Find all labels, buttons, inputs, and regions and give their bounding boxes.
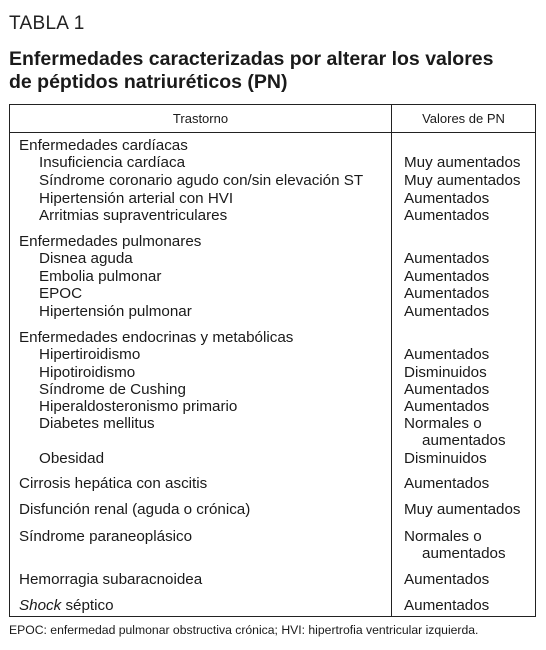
row-label: Insuficiencia cardíaca	[39, 154, 186, 171]
row-label: Hipertensión pulmonar	[39, 303, 192, 320]
row-value: Aumentados	[404, 207, 490, 224]
row-label-rest: séptico	[61, 597, 114, 614]
column-divider	[391, 105, 392, 616]
row-label: Síndrome coronario agudo con/sin elevación ST	[39, 172, 364, 189]
row-value: Muy aumentados	[404, 501, 521, 518]
row-value: Aumentados	[404, 346, 490, 363]
table-number-label: TABLA 1	[9, 13, 85, 34]
group-heading-endocrinas: Enfermedades endocrinas y metabólicas	[19, 329, 294, 346]
row-label: Disfunción renal (aguda o crónica)	[19, 501, 251, 518]
row-label: Hipertiroidismo	[39, 346, 141, 363]
row-label: Arritmias supraventriculares	[39, 207, 228, 224]
row-value: Aumentados	[404, 398, 490, 415]
row-label: Hiperaldosteronismo primario	[39, 398, 238, 415]
table-title	[9, 48, 529, 94]
row-label: Hipertensión arterial con HVI	[39, 190, 234, 207]
row-label: Obesidad	[39, 450, 105, 467]
footnote: EPOC: enfermedad pulmonar obstructiva crónica; HVI: hipertrofia ventricular izquierda.	[9, 623, 479, 637]
row-label: Síndrome de Cushing	[39, 381, 186, 398]
row-value: Muy aumentados	[404, 154, 521, 171]
row-label: Hipotiroidismo	[39, 364, 136, 381]
row-label: Embolia pulmonar	[39, 268, 162, 285]
row-value: Aumentados	[404, 268, 490, 285]
row-value-cont: aumentados	[422, 545, 506, 562]
italic-term: Shock	[19, 597, 62, 614]
row-value: Normales o	[404, 415, 482, 432]
row-label: Cirrosis hepática con ascitis	[19, 475, 208, 492]
row-value: Aumentados	[404, 303, 490, 320]
pn-table	[9, 104, 536, 617]
group-heading-pulmonares: Enfermedades pulmonares	[19, 233, 202, 250]
table-header	[10, 105, 535, 133]
row-label: Disnea aguda	[39, 250, 133, 267]
title-line-2: de péptidos natriuréticos (PN)	[9, 71, 288, 93]
row-value: Aumentados	[404, 597, 490, 614]
row-value: Normales o	[404, 528, 482, 545]
row-value: Aumentados	[404, 381, 490, 398]
row-label: Hemorragia subaracnoidea	[19, 571, 203, 588]
row-value: Disminuidos	[404, 364, 487, 381]
row-label: EPOC	[39, 285, 83, 302]
row-label: Síndrome paraneoplásico	[19, 528, 193, 545]
header-trastorno: Trastorno	[172, 111, 229, 126]
row-value: Disminuidos	[404, 450, 487, 467]
row-value: Aumentados	[404, 571, 490, 588]
header-valores-pn: Valores de PN	[422, 111, 505, 126]
row-value: Aumentados	[404, 285, 490, 302]
row-value: Aumentados	[404, 190, 490, 207]
title-line-1: Enfermedades caracterizadas por alterar los valores	[9, 48, 494, 70]
row-value: Muy aumentados	[404, 172, 521, 189]
row-label	[19, 597, 114, 615]
row-label: Diabetes mellitus	[39, 415, 155, 432]
group-heading-cardiacas: Enfermedades cardíacas	[19, 137, 188, 154]
row-value: Aumentados	[404, 475, 490, 492]
row-value: Aumentados	[404, 250, 490, 267]
row-value-cont: aumentados	[422, 432, 506, 449]
